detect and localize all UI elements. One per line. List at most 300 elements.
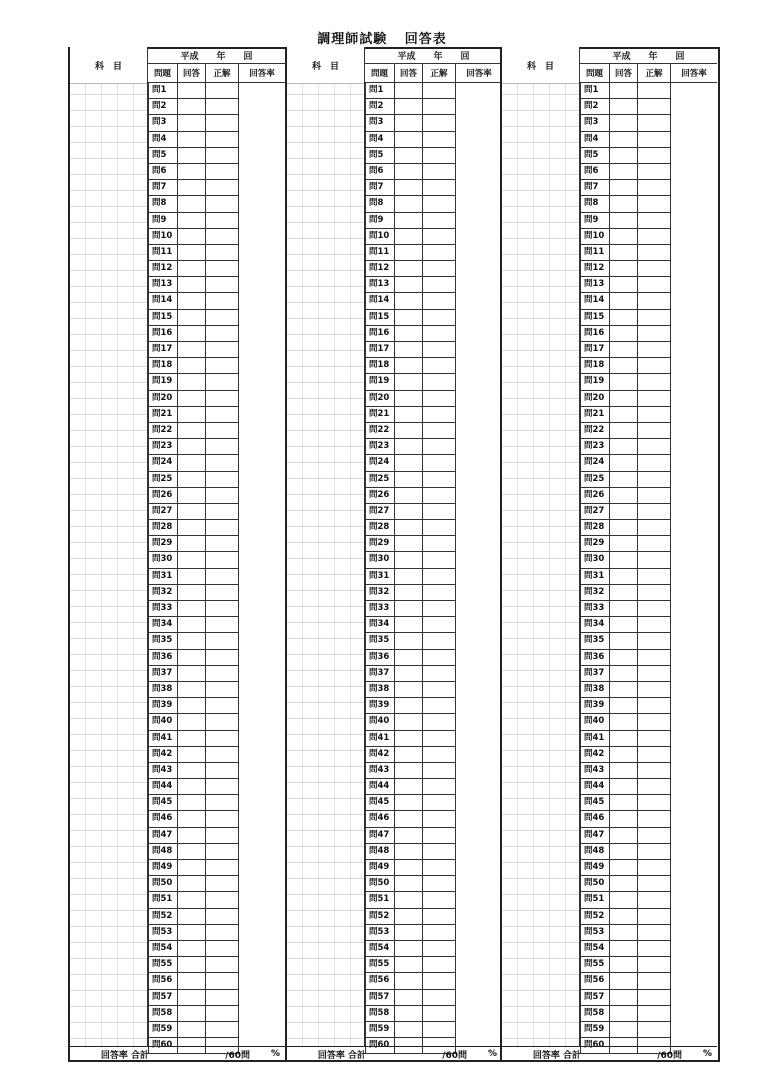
correct-cell[interactable] — [206, 229, 239, 245]
rate-cell[interactable] — [671, 957, 717, 973]
answer-cell[interactable] — [610, 358, 638, 374]
correct-cell[interactable] — [423, 520, 456, 536]
answer-cell[interactable] — [395, 293, 423, 309]
correct-cell[interactable] — [206, 391, 239, 407]
rate-cell[interactable] — [671, 439, 717, 455]
correct-cell[interactable] — [638, 455, 671, 471]
answer-cell[interactable] — [395, 504, 423, 520]
answer-cell[interactable] — [178, 795, 206, 811]
correct-cell[interactable] — [423, 310, 456, 326]
rate-cell[interactable] — [239, 650, 285, 666]
rate-cell[interactable] — [456, 585, 502, 601]
answer-cell[interactable] — [610, 342, 638, 358]
rate-cell[interactable] — [239, 714, 285, 730]
answer-cell[interactable] — [610, 455, 638, 471]
answer-cell[interactable] — [610, 536, 638, 552]
rate-cell[interactable] — [456, 666, 502, 682]
answer-cell[interactable] — [395, 164, 423, 180]
rate-cell[interactable] — [239, 552, 285, 568]
rate-cell[interactable] — [456, 520, 502, 536]
correct-cell[interactable] — [638, 714, 671, 730]
correct-cell[interactable] — [206, 164, 239, 180]
answer-cell[interactable] — [178, 83, 206, 99]
correct-cell[interactable] — [423, 213, 456, 229]
answer-cell[interactable] — [178, 488, 206, 504]
correct-cell[interactable] — [638, 990, 671, 1006]
correct-cell[interactable] — [206, 990, 239, 1006]
correct-cell[interactable] — [638, 391, 671, 407]
rate-cell[interactable] — [671, 472, 717, 488]
correct-cell[interactable] — [638, 941, 671, 957]
correct-cell[interactable] — [423, 536, 456, 552]
correct-cell[interactable] — [206, 876, 239, 892]
answer-cell[interactable] — [395, 455, 423, 471]
answer-cell[interactable] — [178, 909, 206, 925]
rate-cell[interactable] — [239, 310, 285, 326]
answer-cell[interactable] — [395, 957, 423, 973]
answer-cell[interactable] — [395, 407, 423, 423]
correct-cell[interactable] — [423, 925, 456, 941]
answer-cell[interactable] — [610, 520, 638, 536]
rate-cell[interactable] — [456, 391, 502, 407]
answer-cell[interactable] — [610, 844, 638, 860]
rate-cell[interactable] — [239, 439, 285, 455]
answer-cell[interactable] — [610, 213, 638, 229]
answer-cell[interactable] — [610, 569, 638, 585]
correct-cell[interactable] — [423, 1006, 456, 1022]
correct-cell[interactable] — [423, 439, 456, 455]
correct-cell[interactable] — [206, 374, 239, 390]
answer-cell[interactable] — [178, 196, 206, 212]
rate-cell[interactable] — [456, 180, 502, 196]
answer-cell[interactable] — [395, 552, 423, 568]
answer-cell[interactable] — [395, 633, 423, 649]
correct-cell[interactable] — [206, 698, 239, 714]
answer-cell[interactable] — [610, 617, 638, 633]
correct-cell[interactable] — [638, 326, 671, 342]
rate-cell[interactable] — [239, 763, 285, 779]
answer-cell[interactable] — [610, 83, 638, 99]
answer-cell[interactable] — [395, 342, 423, 358]
correct-cell[interactable] — [423, 132, 456, 148]
correct-cell[interactable] — [638, 115, 671, 131]
rate-cell[interactable] — [671, 310, 717, 326]
rate-cell[interactable] — [671, 941, 717, 957]
correct-cell[interactable] — [206, 358, 239, 374]
rate-cell[interactable] — [239, 1006, 285, 1022]
correct-cell[interactable] — [638, 277, 671, 293]
correct-cell[interactable] — [638, 148, 671, 164]
correct-cell[interactable] — [206, 536, 239, 552]
answer-cell[interactable] — [610, 472, 638, 488]
rate-cell[interactable] — [671, 569, 717, 585]
answer-cell[interactable] — [395, 990, 423, 1006]
answer-cell[interactable] — [395, 213, 423, 229]
answer-cell[interactable] — [178, 1022, 206, 1038]
rate-cell[interactable] — [239, 876, 285, 892]
answer-cell[interactable] — [395, 682, 423, 698]
rate-cell[interactable] — [456, 358, 502, 374]
correct-cell[interactable] — [206, 213, 239, 229]
answer-cell[interactable] — [395, 358, 423, 374]
rate-cell[interactable] — [671, 779, 717, 795]
correct-cell[interactable] — [423, 99, 456, 115]
correct-cell[interactable] — [206, 552, 239, 568]
answer-cell[interactable] — [178, 650, 206, 666]
rate-cell[interactable] — [671, 811, 717, 827]
correct-cell[interactable] — [638, 763, 671, 779]
answer-cell[interactable] — [395, 277, 423, 293]
answer-cell[interactable] — [178, 536, 206, 552]
answer-cell[interactable] — [395, 617, 423, 633]
rate-cell[interactable] — [239, 164, 285, 180]
rate-cell[interactable] — [671, 488, 717, 504]
rate-cell[interactable] — [239, 391, 285, 407]
rate-cell[interactable] — [239, 925, 285, 941]
answer-cell[interactable] — [178, 115, 206, 131]
answer-cell[interactable] — [395, 488, 423, 504]
answer-cell[interactable] — [178, 213, 206, 229]
rate-cell[interactable] — [671, 892, 717, 908]
rate-cell[interactable] — [239, 633, 285, 649]
correct-cell[interactable] — [638, 439, 671, 455]
correct-cell[interactable] — [206, 439, 239, 455]
correct-cell[interactable] — [423, 229, 456, 245]
correct-cell[interactable] — [423, 779, 456, 795]
answer-cell[interactable] — [395, 439, 423, 455]
answer-cell[interactable] — [395, 536, 423, 552]
correct-cell[interactable] — [206, 617, 239, 633]
answer-cell[interactable] — [178, 455, 206, 471]
correct-cell[interactable] — [423, 763, 456, 779]
correct-cell[interactable] — [206, 779, 239, 795]
answer-cell[interactable] — [178, 973, 206, 989]
rate-cell[interactable] — [671, 1022, 717, 1038]
answer-cell[interactable] — [178, 229, 206, 245]
rate-cell[interactable] — [239, 601, 285, 617]
rate-cell[interactable] — [456, 536, 502, 552]
answer-cell[interactable] — [178, 245, 206, 261]
correct-cell[interactable] — [638, 909, 671, 925]
correct-cell[interactable] — [206, 423, 239, 439]
rate-cell[interactable] — [239, 115, 285, 131]
rate-cell[interactable] — [456, 1022, 502, 1038]
rate-cell[interactable] — [671, 698, 717, 714]
answer-cell[interactable] — [610, 132, 638, 148]
answer-cell[interactable] — [395, 115, 423, 131]
answer-cell[interactable] — [610, 1022, 638, 1038]
rate-cell[interactable] — [671, 391, 717, 407]
rate-cell[interactable] — [671, 374, 717, 390]
answer-cell[interactable] — [610, 391, 638, 407]
rate-cell[interactable] — [456, 245, 502, 261]
answer-cell[interactable] — [395, 1006, 423, 1022]
rate-cell[interactable] — [671, 731, 717, 747]
correct-cell[interactable] — [206, 115, 239, 131]
correct-cell[interactable] — [206, 99, 239, 115]
answer-cell[interactable] — [395, 1022, 423, 1038]
correct-cell[interactable] — [423, 423, 456, 439]
answer-cell[interactable] — [610, 860, 638, 876]
rate-cell[interactable] — [456, 633, 502, 649]
rate-cell[interactable] — [671, 617, 717, 633]
rate-cell[interactable] — [456, 682, 502, 698]
answer-cell[interactable] — [610, 261, 638, 277]
answer-cell[interactable] — [178, 860, 206, 876]
correct-cell[interactable] — [206, 650, 239, 666]
rate-cell[interactable] — [671, 520, 717, 536]
answer-cell[interactable] — [178, 892, 206, 908]
answer-cell[interactable] — [395, 650, 423, 666]
answer-cell[interactable] — [178, 601, 206, 617]
answer-cell[interactable] — [610, 941, 638, 957]
rate-cell[interactable] — [456, 552, 502, 568]
correct-cell[interactable] — [423, 941, 456, 957]
correct-cell[interactable] — [423, 83, 456, 99]
correct-cell[interactable] — [638, 795, 671, 811]
correct-cell[interactable] — [206, 844, 239, 860]
correct-cell[interactable] — [423, 698, 456, 714]
answer-cell[interactable] — [610, 731, 638, 747]
answer-cell[interactable] — [395, 310, 423, 326]
correct-cell[interactable] — [638, 860, 671, 876]
answer-cell[interactable] — [395, 132, 423, 148]
answer-cell[interactable] — [178, 731, 206, 747]
rate-cell[interactable] — [456, 164, 502, 180]
answer-cell[interactable] — [610, 407, 638, 423]
rate-cell[interactable] — [239, 83, 285, 99]
rate-cell[interactable] — [671, 277, 717, 293]
rate-cell[interactable] — [671, 504, 717, 520]
answer-cell[interactable] — [395, 472, 423, 488]
correct-cell[interactable] — [423, 650, 456, 666]
rate-cell[interactable] — [456, 374, 502, 390]
correct-cell[interactable] — [423, 245, 456, 261]
rate-cell[interactable] — [671, 1006, 717, 1022]
answer-cell[interactable] — [610, 229, 638, 245]
correct-cell[interactable] — [423, 148, 456, 164]
rate-cell[interactable] — [239, 423, 285, 439]
correct-cell[interactable] — [206, 342, 239, 358]
rate-cell[interactable] — [456, 99, 502, 115]
rate-cell[interactable] — [671, 925, 717, 941]
correct-cell[interactable] — [638, 342, 671, 358]
rate-cell[interactable] — [671, 536, 717, 552]
correct-cell[interactable] — [638, 811, 671, 827]
correct-cell[interactable] — [638, 666, 671, 682]
correct-cell[interactable] — [206, 1022, 239, 1038]
rate-cell[interactable] — [456, 925, 502, 941]
answer-cell[interactable] — [178, 132, 206, 148]
correct-cell[interactable] — [423, 196, 456, 212]
correct-cell[interactable] — [423, 293, 456, 309]
correct-cell[interactable] — [206, 941, 239, 957]
answer-cell[interactable] — [395, 83, 423, 99]
rate-cell[interactable] — [239, 779, 285, 795]
answer-cell[interactable] — [610, 148, 638, 164]
correct-cell[interactable] — [423, 374, 456, 390]
correct-cell[interactable] — [638, 132, 671, 148]
correct-cell[interactable] — [638, 229, 671, 245]
correct-cell[interactable] — [206, 261, 239, 277]
correct-cell[interactable] — [423, 876, 456, 892]
correct-cell[interactable] — [206, 682, 239, 698]
correct-cell[interactable] — [206, 326, 239, 342]
rate-cell[interactable] — [239, 990, 285, 1006]
answer-cell[interactable] — [610, 876, 638, 892]
correct-cell[interactable] — [206, 148, 239, 164]
answer-cell[interactable] — [395, 747, 423, 763]
correct-cell[interactable] — [206, 585, 239, 601]
correct-cell[interactable] — [638, 423, 671, 439]
answer-cell[interactable] — [395, 569, 423, 585]
rate-cell[interactable] — [456, 747, 502, 763]
correct-cell[interactable] — [423, 455, 456, 471]
answer-cell[interactable] — [178, 1006, 206, 1022]
rate-cell[interactable] — [456, 310, 502, 326]
rate-cell[interactable] — [456, 293, 502, 309]
answer-cell[interactable] — [610, 439, 638, 455]
answer-cell[interactable] — [395, 391, 423, 407]
correct-cell[interactable] — [423, 472, 456, 488]
rate-cell[interactable] — [239, 1022, 285, 1038]
correct-cell[interactable] — [638, 973, 671, 989]
answer-cell[interactable] — [395, 180, 423, 196]
answer-cell[interactable] — [178, 569, 206, 585]
answer-cell[interactable] — [395, 229, 423, 245]
correct-cell[interactable] — [423, 731, 456, 747]
correct-cell[interactable] — [638, 536, 671, 552]
rate-cell[interactable] — [456, 229, 502, 245]
correct-cell[interactable] — [423, 795, 456, 811]
correct-cell[interactable] — [638, 374, 671, 390]
rate-cell[interactable] — [456, 261, 502, 277]
answer-cell[interactable] — [395, 892, 423, 908]
rate-cell[interactable] — [456, 1006, 502, 1022]
correct-cell[interactable] — [423, 973, 456, 989]
rate-cell[interactable] — [456, 601, 502, 617]
answer-cell[interactable] — [178, 666, 206, 682]
answer-cell[interactable] — [178, 844, 206, 860]
rate-cell[interactable] — [456, 439, 502, 455]
correct-cell[interactable] — [206, 455, 239, 471]
rate-cell[interactable] — [239, 698, 285, 714]
correct-cell[interactable] — [423, 860, 456, 876]
correct-cell[interactable] — [638, 828, 671, 844]
rate-cell[interactable] — [456, 277, 502, 293]
rate-cell[interactable] — [239, 536, 285, 552]
rate-cell[interactable] — [456, 455, 502, 471]
correct-cell[interactable] — [638, 731, 671, 747]
answer-cell[interactable] — [610, 795, 638, 811]
answer-cell[interactable] — [178, 342, 206, 358]
rate-cell[interactable] — [456, 860, 502, 876]
rate-cell[interactable] — [456, 844, 502, 860]
rate-cell[interactable] — [456, 957, 502, 973]
correct-cell[interactable] — [638, 892, 671, 908]
correct-cell[interactable] — [423, 601, 456, 617]
answer-cell[interactable] — [178, 472, 206, 488]
answer-cell[interactable] — [395, 811, 423, 827]
rate-cell[interactable] — [456, 196, 502, 212]
rate-cell[interactable] — [456, 132, 502, 148]
correct-cell[interactable] — [423, 1022, 456, 1038]
answer-cell[interactable] — [395, 196, 423, 212]
rate-cell[interactable] — [671, 99, 717, 115]
answer-cell[interactable] — [178, 423, 206, 439]
subject-column[interactable] — [70, 47, 148, 1047]
answer-cell[interactable] — [178, 439, 206, 455]
correct-cell[interactable] — [423, 115, 456, 131]
rate-cell[interactable] — [239, 488, 285, 504]
rate-cell[interactable] — [239, 293, 285, 309]
answer-cell[interactable] — [610, 310, 638, 326]
answer-cell[interactable] — [610, 374, 638, 390]
correct-cell[interactable] — [423, 617, 456, 633]
correct-cell[interactable] — [638, 293, 671, 309]
rate-cell[interactable] — [239, 455, 285, 471]
rate-cell[interactable] — [671, 633, 717, 649]
correct-cell[interactable] — [206, 83, 239, 99]
correct-cell[interactable] — [206, 1006, 239, 1022]
correct-cell[interactable] — [206, 601, 239, 617]
correct-cell[interactable] — [206, 633, 239, 649]
answer-cell[interactable] — [610, 925, 638, 941]
answer-cell[interactable] — [178, 310, 206, 326]
rate-cell[interactable] — [671, 552, 717, 568]
rate-cell[interactable] — [456, 115, 502, 131]
rate-cell[interactable] — [239, 407, 285, 423]
correct-cell[interactable] — [423, 326, 456, 342]
correct-cell[interactable] — [206, 973, 239, 989]
answer-cell[interactable] — [610, 601, 638, 617]
correct-cell[interactable] — [638, 698, 671, 714]
correct-cell[interactable] — [206, 925, 239, 941]
answer-cell[interactable] — [395, 731, 423, 747]
rate-cell[interactable] — [671, 828, 717, 844]
answer-cell[interactable] — [178, 990, 206, 1006]
rate-cell[interactable] — [671, 180, 717, 196]
rate-cell[interactable] — [456, 714, 502, 730]
correct-cell[interactable] — [423, 164, 456, 180]
correct-cell[interactable] — [206, 472, 239, 488]
answer-cell[interactable] — [610, 1006, 638, 1022]
rate-cell[interactable] — [456, 488, 502, 504]
rate-cell[interactable] — [239, 860, 285, 876]
answer-cell[interactable] — [610, 714, 638, 730]
correct-cell[interactable] — [638, 876, 671, 892]
answer-cell[interactable] — [178, 504, 206, 520]
correct-cell[interactable] — [638, 844, 671, 860]
correct-cell[interactable] — [423, 844, 456, 860]
answer-cell[interactable] — [178, 779, 206, 795]
correct-cell[interactable] — [206, 277, 239, 293]
rate-cell[interactable] — [456, 941, 502, 957]
answer-cell[interactable] — [395, 374, 423, 390]
rate-cell[interactable] — [671, 682, 717, 698]
answer-cell[interactable] — [610, 892, 638, 908]
subject-column[interactable] — [502, 47, 580, 1047]
correct-cell[interactable] — [638, 1022, 671, 1038]
correct-cell[interactable] — [423, 180, 456, 196]
correct-cell[interactable] — [423, 957, 456, 973]
rate-cell[interactable] — [671, 601, 717, 617]
rate-cell[interactable] — [239, 585, 285, 601]
rate-cell[interactable] — [456, 795, 502, 811]
rate-cell[interactable] — [456, 423, 502, 439]
correct-cell[interactable] — [206, 520, 239, 536]
rate-cell[interactable] — [671, 844, 717, 860]
